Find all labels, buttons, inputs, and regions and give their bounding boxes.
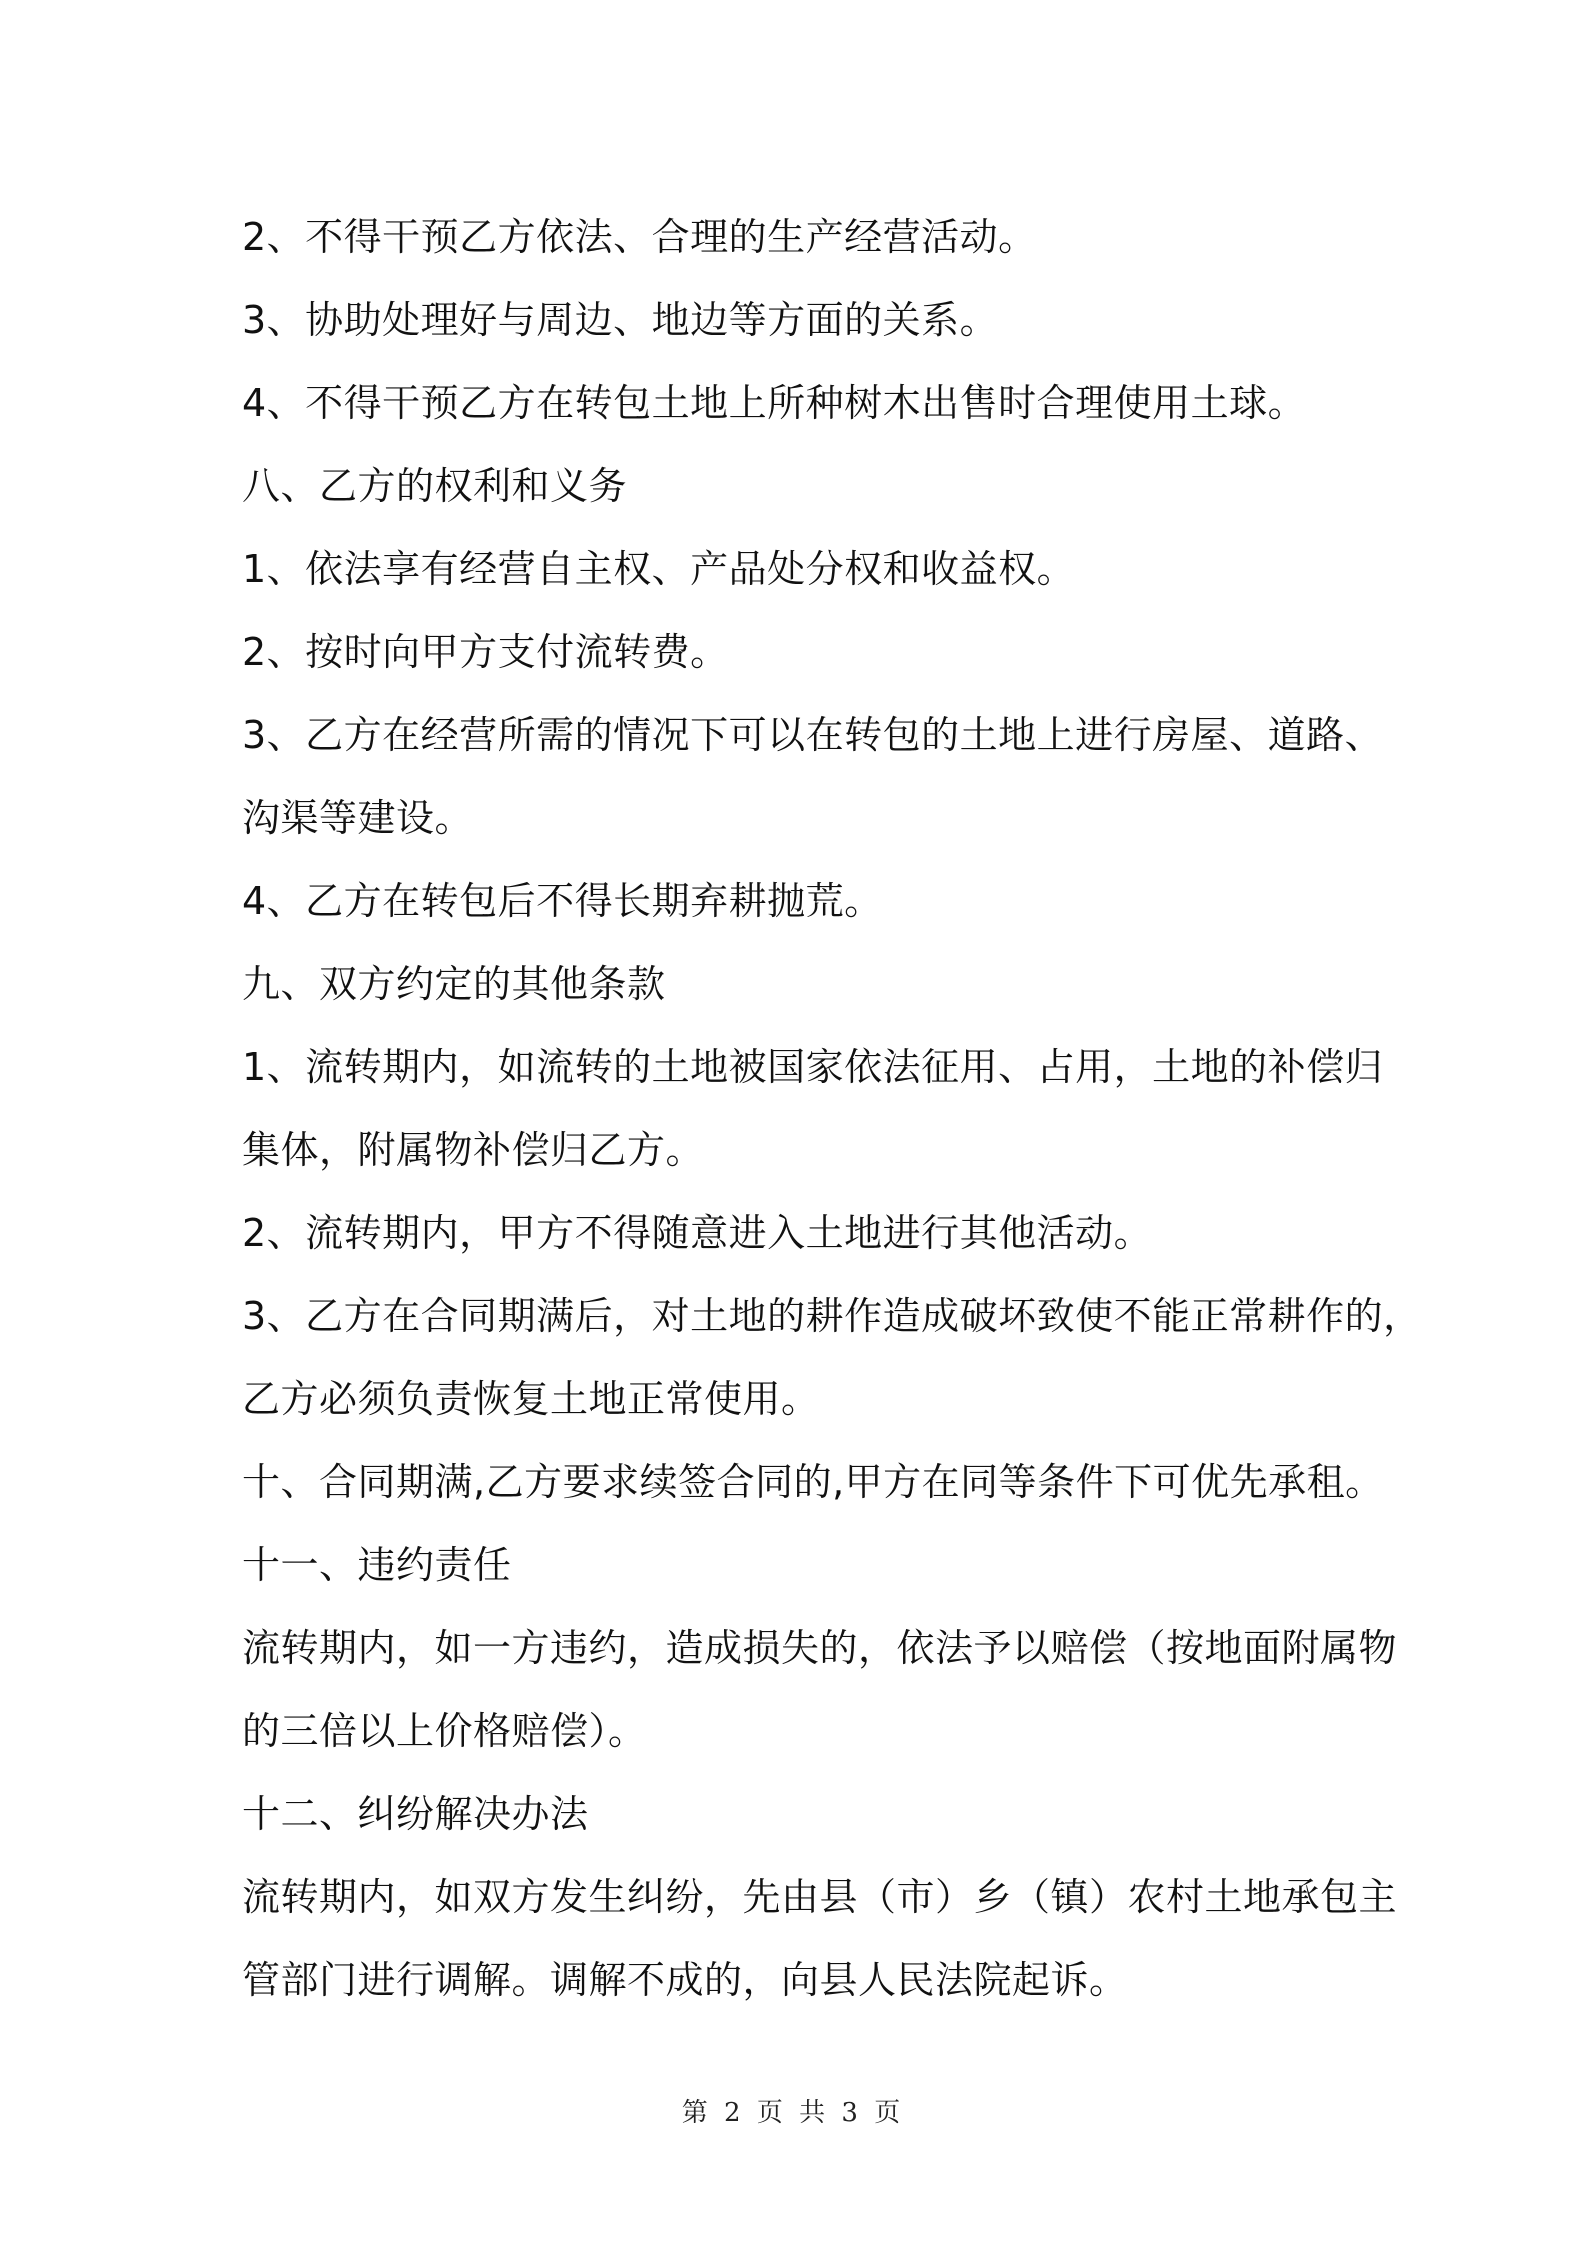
text-line: 4、乙方在转包后不得长期弃耕抛荒。 [242,879,883,923]
text-line: 3、乙方在合同期满后，对土地的耕作造成破坏致使不能正常耕作的， [242,1294,1422,1338]
section-heading: 九、双方约定的其他条款 [242,962,666,1006]
text-line: 集体，附属物补偿归乙方。 [242,1128,705,1172]
text-line: 的三倍以上价格赔偿）。 [242,1709,647,1753]
text-line: 3、乙方在经营所需的情况下可以在转包的土地上进行房屋、道路、 [242,713,1384,757]
text-line: 3、协助处理好与周边、地边等方面的关系。 [242,298,999,342]
text-line: 流转期内，如双方发生纠纷，先由县（市）乡（镇）农村土地承包主 [242,1875,1398,1919]
text-line: 2、流转期内，甲方不得随意进入土地进行其他活动。 [242,1211,1153,1255]
text-line: 1、流转期内，如流转的土地被国家依法征用、占用，土地的补偿归 [242,1045,1384,1089]
text-line: 沟渠等建设。 [242,796,474,840]
section-heading: 十一、违约责任 [242,1543,512,1587]
document-body [242,196,1422,2022]
section-heading: 八、乙方的权利和义务 [242,464,628,508]
text-line: 4、不得干预乙方在转包土地上所种树木出售时合理使用土球。 [242,381,1307,425]
text-line: 2、不得干预乙方依法、合理的生产经营活动。 [242,215,1037,259]
text-line: 2、按时向甲方支付流转费。 [242,630,729,674]
page-number-footer: 第 2 页 共 3 页 [681,2098,905,2128]
text-line: 管部门进行调解。调解不成的，向县人民法院起诉。 [242,1958,1128,2002]
section-heading: 十二、纠纷解决办法 [242,1792,589,1836]
text-line: 流转期内，如一方违约，造成损失的，依法予以赔偿（按地面附属物 [242,1626,1398,1670]
text-line: 1、依法享有经营自主权、产品处分权和收益权。 [242,547,1076,591]
section-heading: 十、合同期满,乙方要求续签合同的,甲方在同等条件下可优先承租。 [242,1460,1384,1504]
text-line: 乙方必须负责恢复土地正常使用。 [242,1377,820,1421]
